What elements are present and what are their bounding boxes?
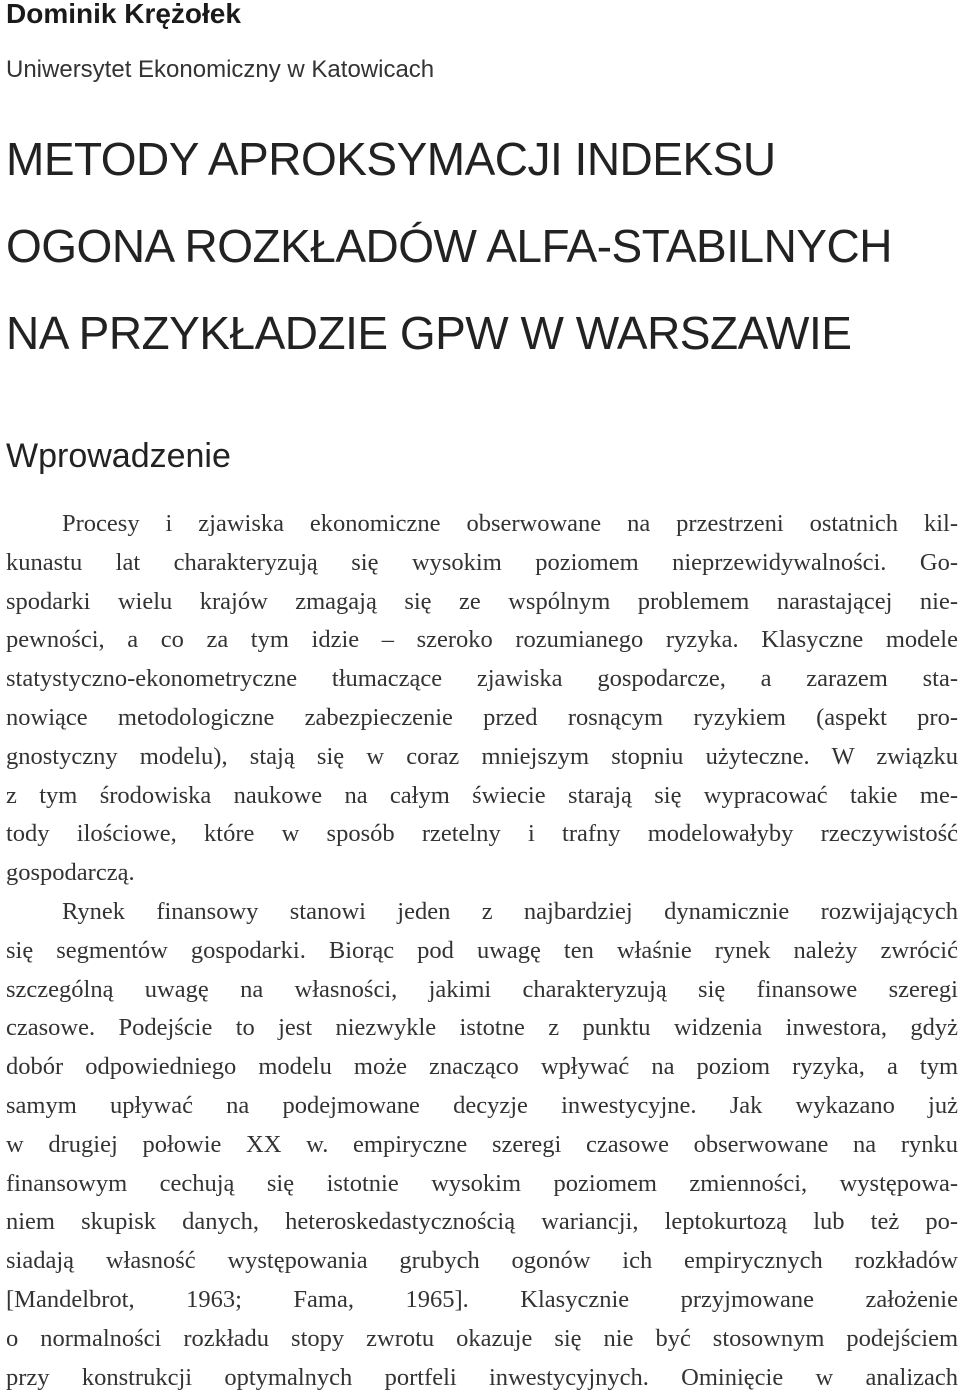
text-line: statystyczno-ekonometryczne tłumaczące zjawiska gospodarcze, a zarazem sta- xyxy=(6,665,958,693)
text-line: niem skupisk danych, heteroskedastycznością wariancji, leptokurtozą lub też po- xyxy=(6,1208,958,1236)
text-line: pewności, a co za tym idzie – szeroko rozumianego ryzyka. Klasyczne modele xyxy=(6,626,958,654)
title-line: METODY APROKSYMACJI INDEKSU xyxy=(6,133,776,185)
text-line: szczególną uwagę na własności, jakimi charakteryzują się finansowe szeregi xyxy=(6,975,958,1003)
text-line: nowiące metodologiczne zabezpieczenie przed rosnącym ryzykiem (aspekt pro- xyxy=(6,703,958,731)
paper-title xyxy=(6,116,892,377)
text-line: [Mandelbrot, 1963; Fama, 1965]. Klasycznie przyjmowane założenie xyxy=(6,1285,958,1313)
body-text xyxy=(6,505,958,1397)
text-line: spodarki wielu krajów zmagają się ze wspólnym problemem narastającej nie- xyxy=(6,587,958,615)
text-line: kunastu lat charakteryzują się wysokim poziomem nieprzewidywalności. Go- xyxy=(6,548,958,576)
section-heading: Wprowadzenie xyxy=(6,437,231,475)
text-line: Procesy i zjawiska ekonomiczne obserwowane na przestrzeni ostatnich kil- xyxy=(62,510,958,537)
title-line: NA PRZYKŁADZIE GPW W WARSZAWIE xyxy=(6,307,852,359)
text-line: się segmentów gospodarki. Biorąc pod uwagę ten właśnie rynek należy zwrócić xyxy=(6,936,958,964)
text-line: czasowe. Podejście to jest niezwykle istotne z punktu widzenia inwestora, gdyż xyxy=(6,1014,958,1042)
title-line: OGONA ROZKŁADÓW ALFA-STABILNYCH xyxy=(6,220,892,272)
text-line: z tym środowiska naukowe na całym świecie starają się wypracować takie me- xyxy=(6,781,958,809)
text-line: tody ilościowe, które w sposób rzetelny i trafny modelowałyby rzeczywistość xyxy=(6,820,958,848)
paragraph-1 xyxy=(6,505,958,893)
text-line: gnostyczny modelu), stają się w coraz mniejszym stopniu użyteczne. W związku xyxy=(6,742,958,770)
text-line: siadają własność występowania grubych ogonów ich empirycznych rozkładów xyxy=(6,1247,958,1275)
text-line: gospodarczą. xyxy=(6,859,135,887)
author-affiliation: Uniwersytet Ekonomiczny w Katowicach xyxy=(6,56,435,83)
text-line: Rynek finansowy stanowi jeden z najbardziej dynamicznie rozwijających xyxy=(62,897,958,925)
text-line: o normalności rozkładu stopy zwrotu okazuje się nie być stosownym podejściem xyxy=(6,1324,958,1352)
author-name: Dominik Krężołek xyxy=(6,0,241,29)
text-line: w drugiej połowie XX w. empiryczne szeregi czasowe obserwowane na rynku xyxy=(6,1130,958,1158)
text-line: przy konstrukcji optymalnych portfeli inwestycyjnych. Ominięcie w analizach xyxy=(6,1363,958,1391)
text-line: dobór odpowiedniego modelu może znacząco wpływać na poziom ryzyka, a tym xyxy=(6,1053,958,1081)
paragraph-2 xyxy=(6,893,958,1397)
text-line: samym upływać na podejmowane decyzje inwestycyjne. Jak wykazano już xyxy=(6,1091,958,1119)
text-line: finansowym cechują się istotnie wysokim poziomem zmienności, występowa- xyxy=(6,1169,958,1197)
